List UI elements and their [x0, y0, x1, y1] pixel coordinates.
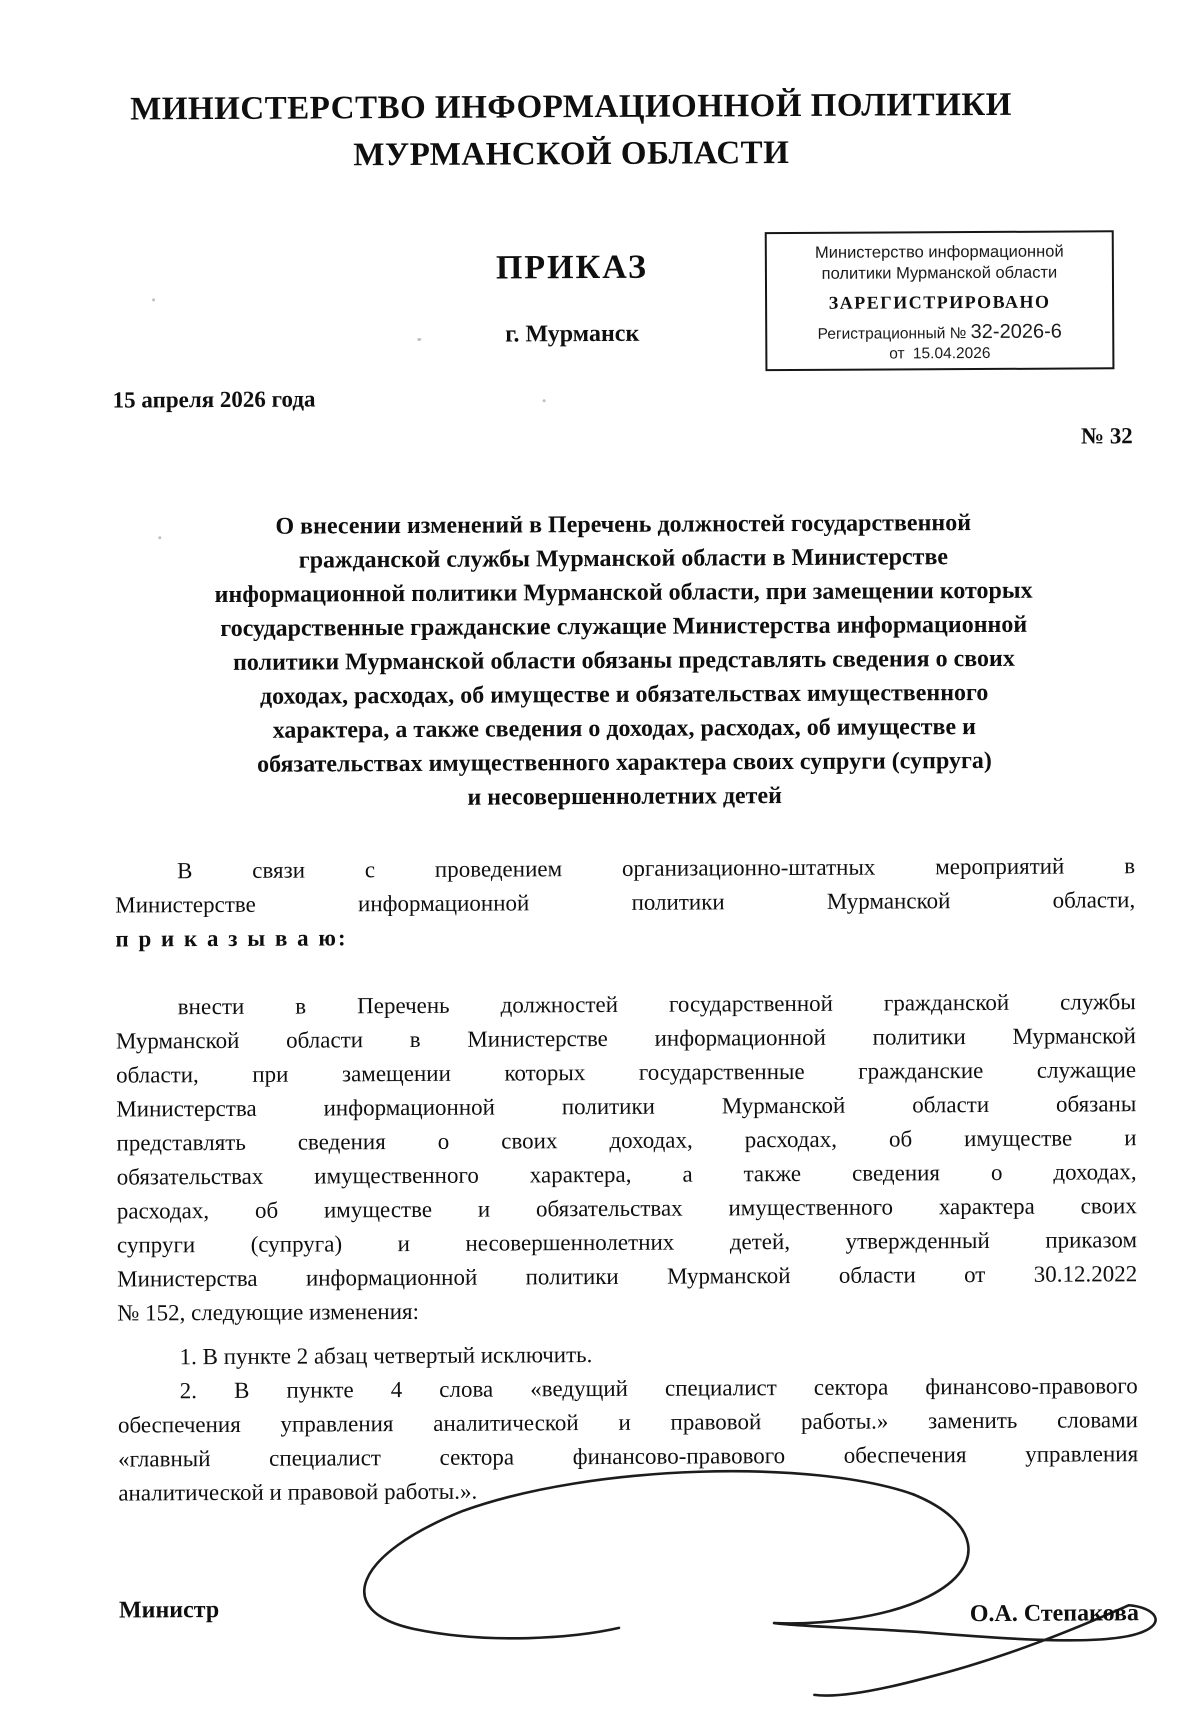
title-line: информационной политики Мурманской области, при замещении которых — [214, 577, 1033, 609]
title-line: политики Мурманской области обязаны представлять сведения о своих — [233, 645, 1015, 676]
body-line: расходах, об имуществе и обязательствах имущественного характера своих — [116, 1193, 1137, 1224]
signer-position: Министр — [118, 1597, 220, 1624]
body-line: внести в Перечень должностей государственной гражданской службы — [177, 989, 1136, 1020]
item-2-line: обеспечения управления аналитической и правовой работы.» заменить словами — [117, 1407, 1139, 1438]
item-2-line: «главный специалист сектора финансово-правового обеспечения управления — [118, 1441, 1139, 1472]
ministry-header-line1: МИНИСТЕРСТВО ИНФОРМАЦИОННОЙ ПОЛИТИКИ — [130, 86, 1013, 128]
title-line: характера, а также сведения о доходах, расходах, об имуществе и — [272, 714, 977, 744]
item-1: 1. В пункте 2 абзац четвертый исключить. — [179, 1342, 593, 1370]
document-date: 15 апреля 2026 года — [112, 386, 316, 413]
document-type-title: ПРИКАЗ — [495, 248, 648, 287]
stamp-registration-date: от 15.04.2026 — [889, 344, 991, 363]
paragraph-amendment — [116, 985, 1138, 1330]
body-line: представлять сведения о своих доходах, расходах, об имуществе и — [116, 1125, 1137, 1156]
stamp-reg-number-value: 32-2026-6 — [970, 320, 1062, 344]
scan-speck — [158, 536, 161, 539]
title-line: обязательствах имущественного характера своих супруги (супруга) — [257, 747, 992, 778]
stamp-reg-label: Регистрационный № — [817, 325, 967, 343]
stamp-org-line2: политики Мурманской области — [821, 263, 1058, 283]
body-line: области, при замещении которых государственные гражданские служащие — [116, 1057, 1137, 1088]
title-line: гражданской службы Мурманской области в Министерстве — [298, 544, 949, 574]
body-line: Министерства информационной политики Мурманской области от 30.12.2022 — [117, 1261, 1138, 1292]
body-line: супруги (супруга) и несовершеннолетних детей, утвержденный приказом — [116, 1227, 1138, 1258]
title-line: доходах, расходах, об имуществе и обязательствах имущественного — [259, 679, 989, 710]
body-line: Министерства информационной политики Мурманской области обязаны — [116, 1091, 1137, 1122]
signer-name: О.А. Степакова — [969, 1600, 1140, 1628]
body-line: обязательствах имущественного характера, а также сведения о доходах, — [116, 1159, 1137, 1190]
item-2-line: аналитической и правовой работы.». — [118, 1478, 478, 1506]
title-line: и несовершеннолетних детей — [467, 783, 782, 811]
ministry-header — [111, 82, 1031, 181]
scan-speck — [152, 298, 155, 301]
paragraph-preamble — [115, 849, 1136, 956]
title-line: О внесении изменений в Перечень должностей государственной — [275, 510, 972, 540]
stamp-registered-label: ЗАРЕГИСТРИРОВАНО — [828, 291, 1051, 313]
body-line: Мурманской области в Министерстве информационной политики Мурманской — [115, 1023, 1136, 1054]
item-2-line: 2. В пункте 4 слова «ведущий специалист сектора финансово-правового — [179, 1373, 1138, 1404]
document-city: г. Мурманск — [505, 320, 640, 348]
title-line: государственные гражданские служащие Министерства информационной — [220, 611, 1028, 642]
body-line: Министерстве информационной политики Мурманской области, — [115, 887, 1136, 918]
body-line: В связи с проведением организационно-штатных мероприятий в — [176, 853, 1136, 884]
ministry-header-line2: МУРМАНСКОЙ ОБЛАСТИ — [353, 134, 790, 174]
order-keyword: п р и к а з ы в а ю: — [115, 925, 348, 952]
scan-speck — [417, 338, 421, 341]
signature-scribble — [273, 1455, 1174, 1710]
body-line: № 152, следующие изменения: — [117, 1298, 420, 1326]
document-title — [113, 505, 1135, 816]
document-number: № 32 — [1080, 423, 1133, 449]
stamp-org-line1: Министерство информационной — [814, 242, 1064, 262]
scan-speck — [543, 399, 546, 402]
